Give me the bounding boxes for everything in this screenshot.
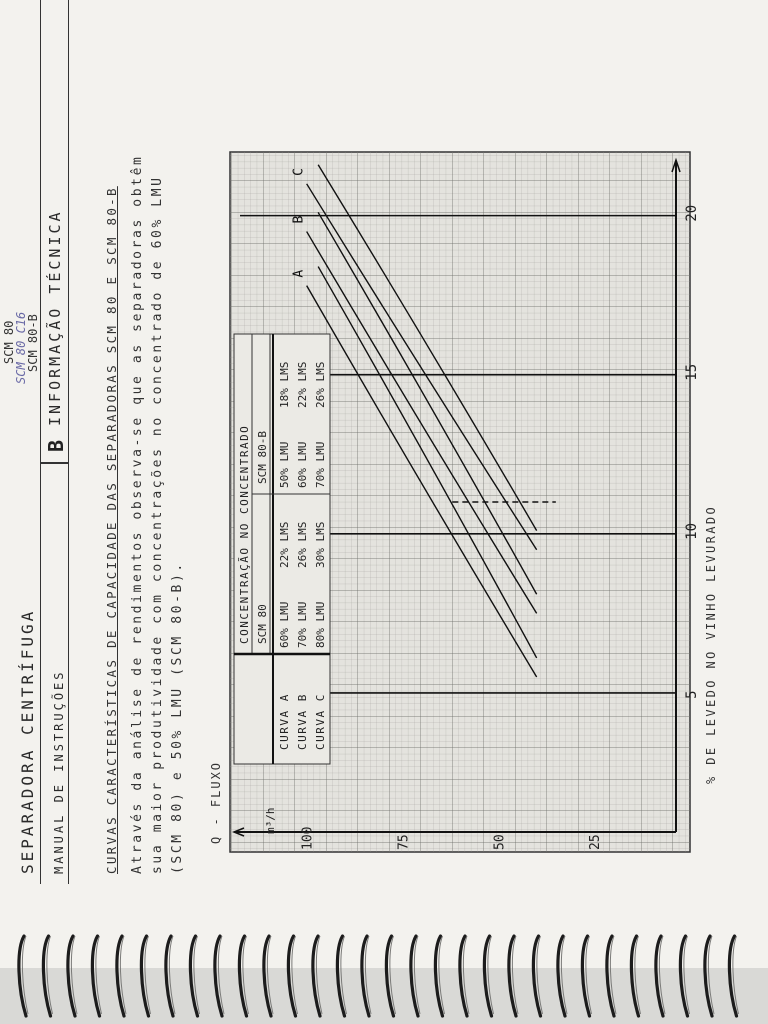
spiral-binding bbox=[0, 930, 768, 1024]
table-cell: 22% LMS bbox=[296, 361, 309, 408]
table-cell: 70% LMU bbox=[296, 601, 309, 648]
curve-label-A: A bbox=[291, 269, 307, 278]
table-row-label: CURVA A bbox=[278, 693, 291, 750]
header-rule-1 bbox=[40, 0, 41, 884]
table-cell: 80% LMU bbox=[314, 601, 327, 648]
y-tick-label: 25 bbox=[588, 834, 604, 850]
table-cell: 22% LMS bbox=[278, 521, 291, 568]
paragraph-line-3: (SCM 80) e 50% LMU (SCM 80-B). bbox=[170, 561, 185, 874]
x-tick-label: 10 bbox=[684, 522, 700, 540]
header-rule-2 bbox=[68, 0, 69, 884]
curve-label-B: B bbox=[291, 215, 307, 224]
section-heading: CURVAS CARACTERÍSTICAS DE CAPACIDADE DAS SEPARADORAS SCM 80 E SCM 80-B bbox=[104, 186, 119, 874]
table-cell: 70% LMU bbox=[314, 441, 327, 488]
table-group-scm80b: SCM 80-B bbox=[256, 431, 269, 484]
y-tick-label: 75 bbox=[396, 834, 412, 850]
table-cell: 60% LMU bbox=[296, 441, 309, 488]
y-axis-unit: m³/h bbox=[264, 807, 277, 834]
table-cell: 60% LMU bbox=[278, 601, 291, 648]
table-header: CONCENTRAÇÃO NO CONCENTRADO bbox=[238, 424, 251, 644]
table-cell: 26% LMS bbox=[314, 361, 327, 408]
table-cell: 18% LMS bbox=[278, 361, 291, 408]
header-divider bbox=[40, 462, 68, 464]
paragraph-line-1: Através da análise de rendimentos observa-se que as separadoras obtêm bbox=[130, 154, 145, 874]
table-cell: 26% LMS bbox=[296, 521, 309, 568]
y-tick-label: 50 bbox=[492, 834, 508, 850]
x-tick-label: 20 bbox=[684, 204, 700, 222]
table-group-scm80: SCM 80 bbox=[256, 604, 269, 644]
model-code-1: SCM 80 bbox=[2, 320, 16, 364]
table-row-label: CURVA C bbox=[314, 693, 327, 750]
table-cell: 30% LMS bbox=[314, 521, 327, 568]
y-tick-label: 100 bbox=[300, 826, 316, 850]
model-code-3: SCM 80-B bbox=[26, 314, 40, 372]
capacity-chart bbox=[200, 24, 720, 874]
section-letter: B bbox=[44, 439, 68, 452]
y-axis-label: Q - FLUXO bbox=[209, 760, 223, 844]
table-cell: 50% LMU bbox=[278, 441, 291, 488]
document-subtitle: MANUAL DE INSTRUÇÕES bbox=[52, 669, 66, 874]
x-tick-label: 15 bbox=[684, 363, 700, 381]
table-row-label: CURVA B bbox=[296, 693, 309, 750]
x-tick-label: 5 bbox=[684, 690, 700, 699]
paragraph-line-2: sua maior produtividade com concentrações no concentrado de 60% LMU bbox=[150, 175, 165, 874]
document-title: SEPARADORA CENTRÍFUGA bbox=[18, 608, 37, 874]
model-code-2-handwritten: SCM 80 C16 bbox=[14, 311, 28, 384]
concentration-table bbox=[234, 334, 330, 764]
section-title: INFORMAÇÃO TÉCNICA bbox=[46, 209, 64, 426]
x-axis-label: % DE LEVEDO NO VINHO LEVURADO bbox=[704, 504, 718, 784]
curve-label-C: C bbox=[291, 167, 307, 176]
